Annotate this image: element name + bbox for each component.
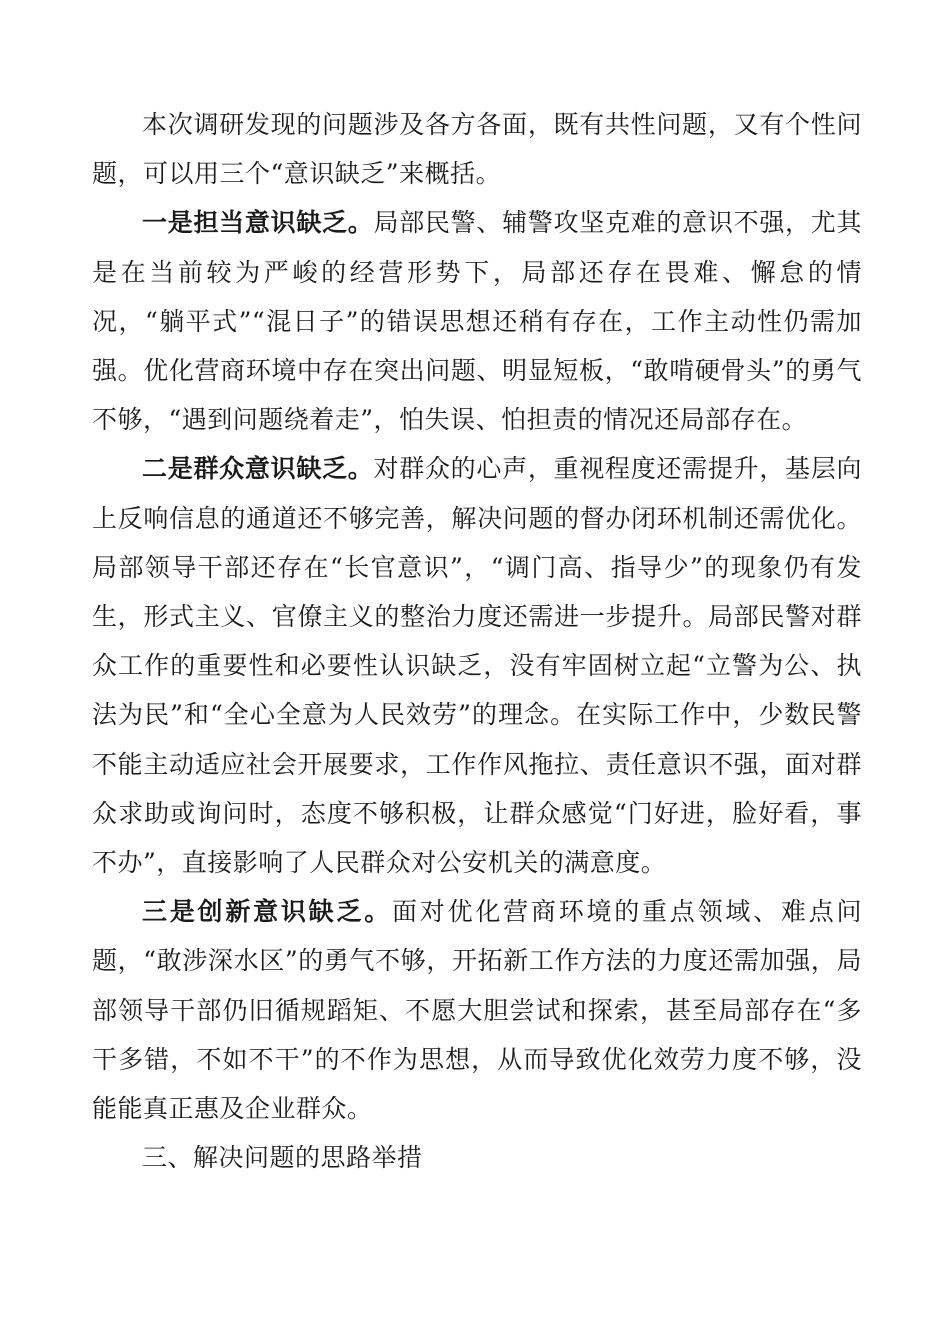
- paragraph-masses: [92, 444, 862, 887]
- paragraph-responsibility: [92, 198, 862, 444]
- paragraph-responsibility-text: 局部民警、辅警攻坚克难的意识不强，尤其是在当前较为严峻的经营形势下，局部还存在畏难、懈怠的情况，“躺平式”“混日子”的错误思想还稍有存在，工作主动性仍需加强。优化营商环境中存在突出问题、明显短板，“敢啃硬骨头”的勇气不够，“遇到问题绕着走”，怕失误、怕担责的情况还局部存在。: [92, 208, 862, 435]
- paragraph-innovation-lead: 三是创新意识缺乏。: [142, 897, 393, 927]
- paragraph-masses-text: 对群众的心声，重视程度还需提升，基层向上反响信息的通道还不够完善，解决问题的督办闭环机制还需优化。局部领导干部还存在“长官意识”，“调门高、指导少”的现象仍有发生，形式主义、官僚主义的整治力度还需进一步提升。局部民警对群众工作的重要性和必要性认识缺乏，没有牢固树立起“立警为公、执法为民”和“全心全意为人民效劳”的理念。在实际工作中，少数民警不能主动适应社会开展要求，工作作风拖拉、责任意识不强，面对群众求助或询问时，态度不够积极，让群众感觉“门好进，脸好看，事不办”，直接影响了人民群众对公安机关的满意度。: [92, 454, 862, 878]
- paragraph-masses-lead: 二是群众意识缺乏。: [142, 454, 374, 484]
- section-heading: 三、解决问题的思路举措: [142, 1143, 423, 1173]
- paragraph-intro: [92, 100, 862, 198]
- paragraph-innovation: [92, 887, 862, 1133]
- document-body: [92, 100, 862, 1182]
- paragraph-innovation-text: 面对优化营商环境的重点领域、难点问题，“敢涉深水区”的勇气不够，开拓新工作方法的力度还需加强，局部领导干部仍旧循规蹈矩、不愿大胆尝试和探索，甚至局部存在“多干多错，不如不干”的不作为思想，从而导致优化效劳力度不够，没能能真正惠及企业群众。: [92, 897, 862, 1124]
- paragraph-intro-text: 本次调研发现的问题涉及各方各面，既有共性问题，又有个性问题，可以用三个“意识缺乏”来概括。: [92, 110, 862, 189]
- paragraph-responsibility-lead: 一是担当意识缺乏。: [142, 208, 374, 238]
